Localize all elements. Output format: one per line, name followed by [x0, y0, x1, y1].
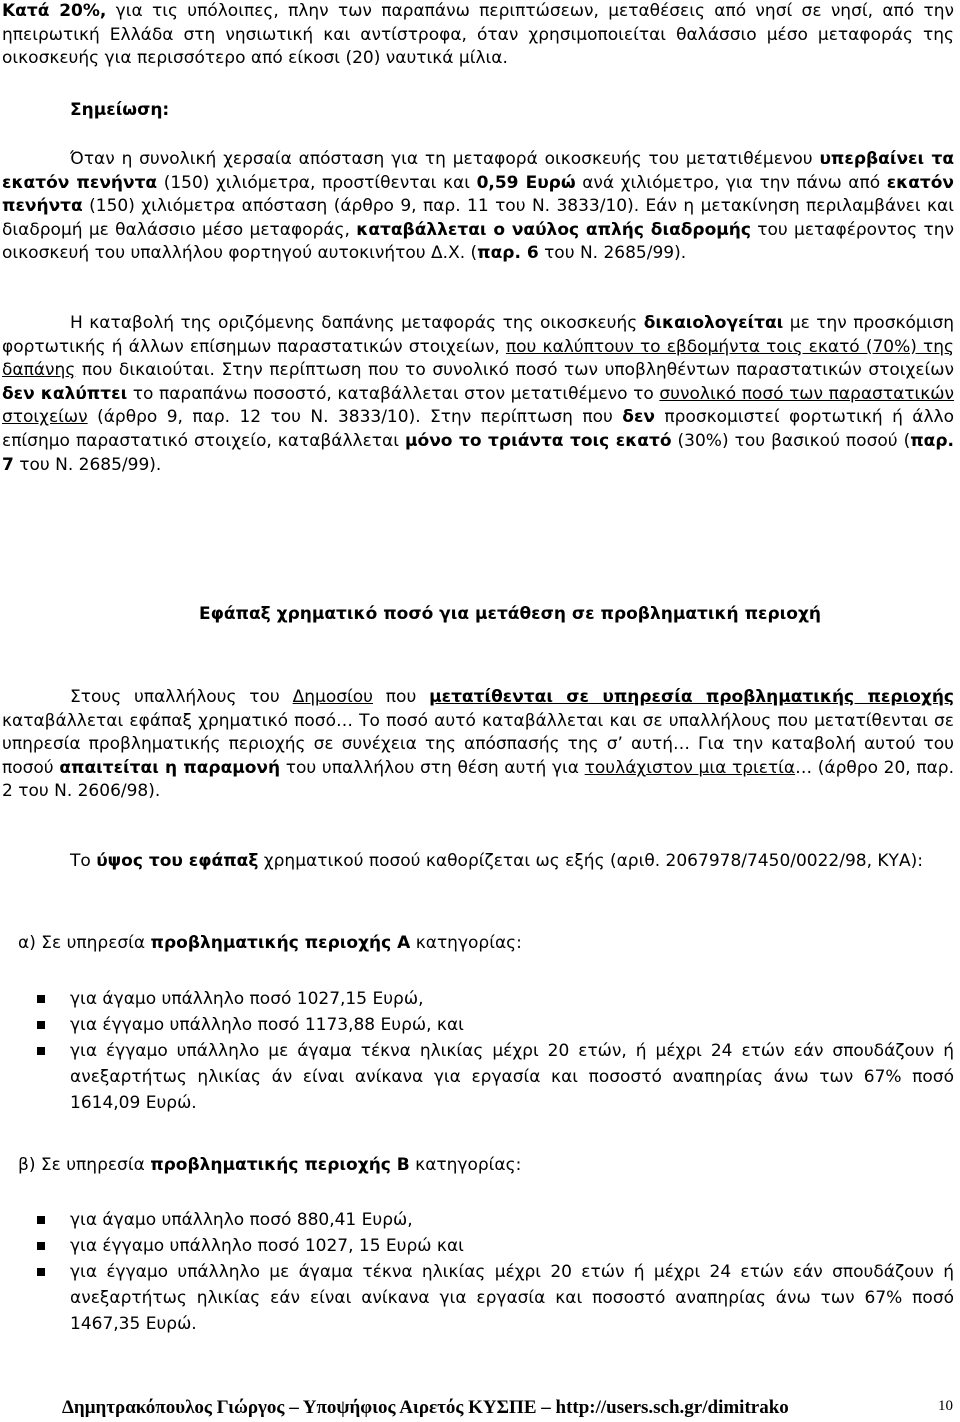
text-run: (30%) του βασικού ποσού ( — [671, 430, 911, 451]
text-run: του Ν. 2685/99). — [13, 454, 162, 475]
bullet-square-icon — [37, 1216, 45, 1224]
text-run: που δικαιούται. Στην περίπτωση που το συνολικό ποσό των υποβληθέντων παραστατικών στοιχείων — [75, 360, 954, 381]
text-run: (150) χιλιόμετρα απόσταση (άρθρο 9, παρ. 11 του Ν. 3833/10). Εάν η μετακίνηση περιλαμβάνει και διαδρομή με θαλάσσιο μέσο μεταφοράς, — [2, 196, 954, 240]
text-run: χρηματικού ποσού καθορίζεται ως εξής (αριθ. 2067978/7450/0022/98, ΚΥΑ): — [258, 851, 923, 871]
list-item-text: για άγαμο υπάλληλο ποσό 880,41 Ευρώ, — [70, 1210, 413, 1230]
note-paragraph-1 — [2, 148, 954, 266]
text-run: καταβάλλεται εφάπαξ χρηματικό ποσό… Το ποσό αυτό καταβάλλεται και σε υπαλλήλους που μετατίθενται σε υπηρεσία προβληματικής περιοχής σε συνέχεια της απόσπασής της σ’ αυτή… Για την καταβολή αυτού του ποσού — [2, 710, 954, 778]
bold-run: προβληματικής περιοχής Α — [150, 933, 411, 953]
list-item — [0, 1259, 954, 1337]
underlined-run: που καλύπτουν το εβδομήντα τοις εκατό (70%) της δαπάνης — [2, 336, 954, 381]
page-footer: Δημητρακόπουλος Γιώργος – Υποψήφιος Αιρετός ΚΥΣΠΕ – http://users.sch.gr/dimitrako — [62, 1397, 789, 1418]
section-heading: Εφάπαξ χρηματικό ποσό για μετάθεση σε προβληματική περιοχή — [198, 604, 822, 624]
bold-run: απαιτείται η παραμονή — [59, 757, 281, 778]
underlined-run: Δημοσίου — [292, 687, 373, 707]
text-run: α) Σε υπηρεσία — [18, 933, 151, 953]
text-run: που — [372, 687, 430, 707]
text-run: με την προσκόμιση φορτωτικής ή άλλων επίσημων παραστατικών στοιχείων, — [2, 313, 955, 357]
text-run: Η καταβολή της οριζόμενης δαπάνης μεταφοράς της οικοσκευής — [70, 313, 644, 333]
bullet-square-icon — [37, 1268, 45, 1276]
bold-run: μόνο το τριάντα τοις εκατό — [405, 430, 672, 451]
category-a-heading — [18, 932, 954, 956]
intro-paragraph — [2, 0, 954, 71]
category-a-list — [0, 986, 960, 1116]
section-paragraph-1 — [2, 686, 954, 804]
list-item-text: για έγγαμο υπάλληλο ποσό 1173,88 Ευρώ, και — [70, 1015, 464, 1035]
text-run: του Ν. 2685/99). — [538, 243, 687, 264]
underlined-run: τουλάχιστον μια τριετία — [584, 757, 796, 778]
text-run: Το — [70, 851, 97, 871]
text-run: του μεταφέροντος την οικοσκευή του υπαλλήλου φορτηγού αυτοκινήτου Δ.Χ. ( — [2, 219, 954, 264]
bold-run: εκατόν πενήντα — [2, 172, 955, 217]
bold-run: δεν καλύπτει — [2, 383, 128, 404]
section-paragraph-2 — [2, 850, 954, 874]
intro-lead: Κατά 20%, — [2, 1, 107, 21]
text-run: προσκομιστεί φορτωτική ή άλλο επίσημο παραστατικό στοιχείο, καταβάλλεται — [2, 407, 955, 451]
bold-run: δικαιολογείται — [643, 313, 784, 333]
list-item — [0, 986, 954, 1012]
note-title: Σημείωση: — [70, 100, 170, 120]
list-item-text: για έγγαμο υπάλληλο με άγαμα τέκνα ηλικίας μέχρι 20 ετών, ή μέχρι 24 ετών εάν σπουδάζουν ή ανεξαρτήτως ηλικίας άν είναι ανίκανα για εργασία και ποσοστό αναπηρίας άνω των 67% ποσό 1614,09 Ευρώ. — [70, 1041, 954, 1113]
category-b-heading — [18, 1154, 954, 1178]
list-item — [0, 1207, 954, 1233]
bold-run: παρ. 7 — [2, 430, 954, 475]
bold-run: υπερβαίνει τα εκατόν πενήντα — [2, 149, 954, 193]
category-b-list — [0, 1207, 960, 1337]
bullet-square-icon — [37, 1021, 45, 1029]
bold-run: 0,59 Ευρώ — [476, 172, 576, 193]
underlined-run: συνολικό ποσό των παραστατικών στοιχείων — [2, 383, 955, 428]
text-run: … (άρθρο 20, παρ. 2 του Ν. 2606/98). — [2, 757, 954, 802]
text-run: β) Σε υπηρεσία — [18, 1155, 151, 1175]
list-item-text: για άγαμο υπάλληλο ποσό 1027,15 Ευρώ, — [70, 989, 424, 1009]
text-run: (150) χιλιόμετρα, προστίθενται και — [157, 172, 477, 193]
list-item-text: για έγγαμο υπάλληλο ποσό 1027, 15 Ευρώ και — [70, 1236, 464, 1256]
bold-run: δεν — [622, 407, 655, 428]
list-item — [0, 1038, 954, 1116]
list-item — [0, 1012, 954, 1038]
bold-run: καταβάλλεται ο ναύλος απλής διαδρομής — [356, 219, 751, 240]
text-run: Όταν η συνολική χερσαία απόσταση για τη μεταφορά οικοσκευής του μετατιθέμενου — [70, 149, 820, 169]
bold-run: ύψος του εφάπαξ — [96, 851, 259, 871]
list-item-text: για έγγαμο υπάλληλο με άγαμα τέκνα ηλικίας μέχρι 20 ετών ή μέχρι 24 ετών εάν σπουδάζουν ή ανεξαρτήτως ηλικίας εάν είναι ανίκανα για εργασία και ποσοστό αναπηρίας άνω των 67% ποσό 1467,35 Ευρώ. — [70, 1262, 954, 1334]
text-run: ανά χιλιόμετρο, για την πάνω από — [575, 172, 887, 193]
list-item — [0, 1233, 954, 1259]
bold-run: παρ. 6 — [477, 243, 539, 264]
bullet-square-icon — [37, 995, 45, 1003]
bold-underlined-run: μετατίθενται σε υπηρεσία προβληματικής περιοχής — [429, 687, 954, 707]
text-run: Στους υπαλλήλους του — [70, 687, 293, 707]
text-run: κατηγορίας: — [409, 1155, 522, 1175]
bullet-square-icon — [37, 1047, 45, 1055]
text-run: το παραπάνω ποσοστό, καταβάλλεται στον μετατιθέμενο το — [127, 383, 660, 404]
text-run: κατηγορίας: — [410, 933, 522, 953]
note-paragraph-2 — [2, 312, 954, 477]
text-run: του υπαλλήλου στη θέση αυτή για — [280, 757, 585, 778]
page-number: 10 — [938, 1398, 953, 1414]
text-run: (άρθρο 9, παρ. 12 του Ν. 3833/10). Στην περίπτωση που — [87, 407, 623, 428]
bold-run: προβληματικής περιοχής Β — [150, 1155, 410, 1175]
intro-text: για τις υπόλοιπες, πλην των παραπάνω περιπτώσεων, μεταθέσεις από νησί σε νησί, από την ηπειρωτική Ελλάδα στη νησιωτική και αντίστροφα, όταν χρησιμοποιείται θαλάσσιο μέσο μεταφοράς της οικοσκευής για περισσότερο από είκοσι (20) ναυτικά μίλια. — [2, 1, 954, 69]
bullet-square-icon — [37, 1242, 45, 1250]
